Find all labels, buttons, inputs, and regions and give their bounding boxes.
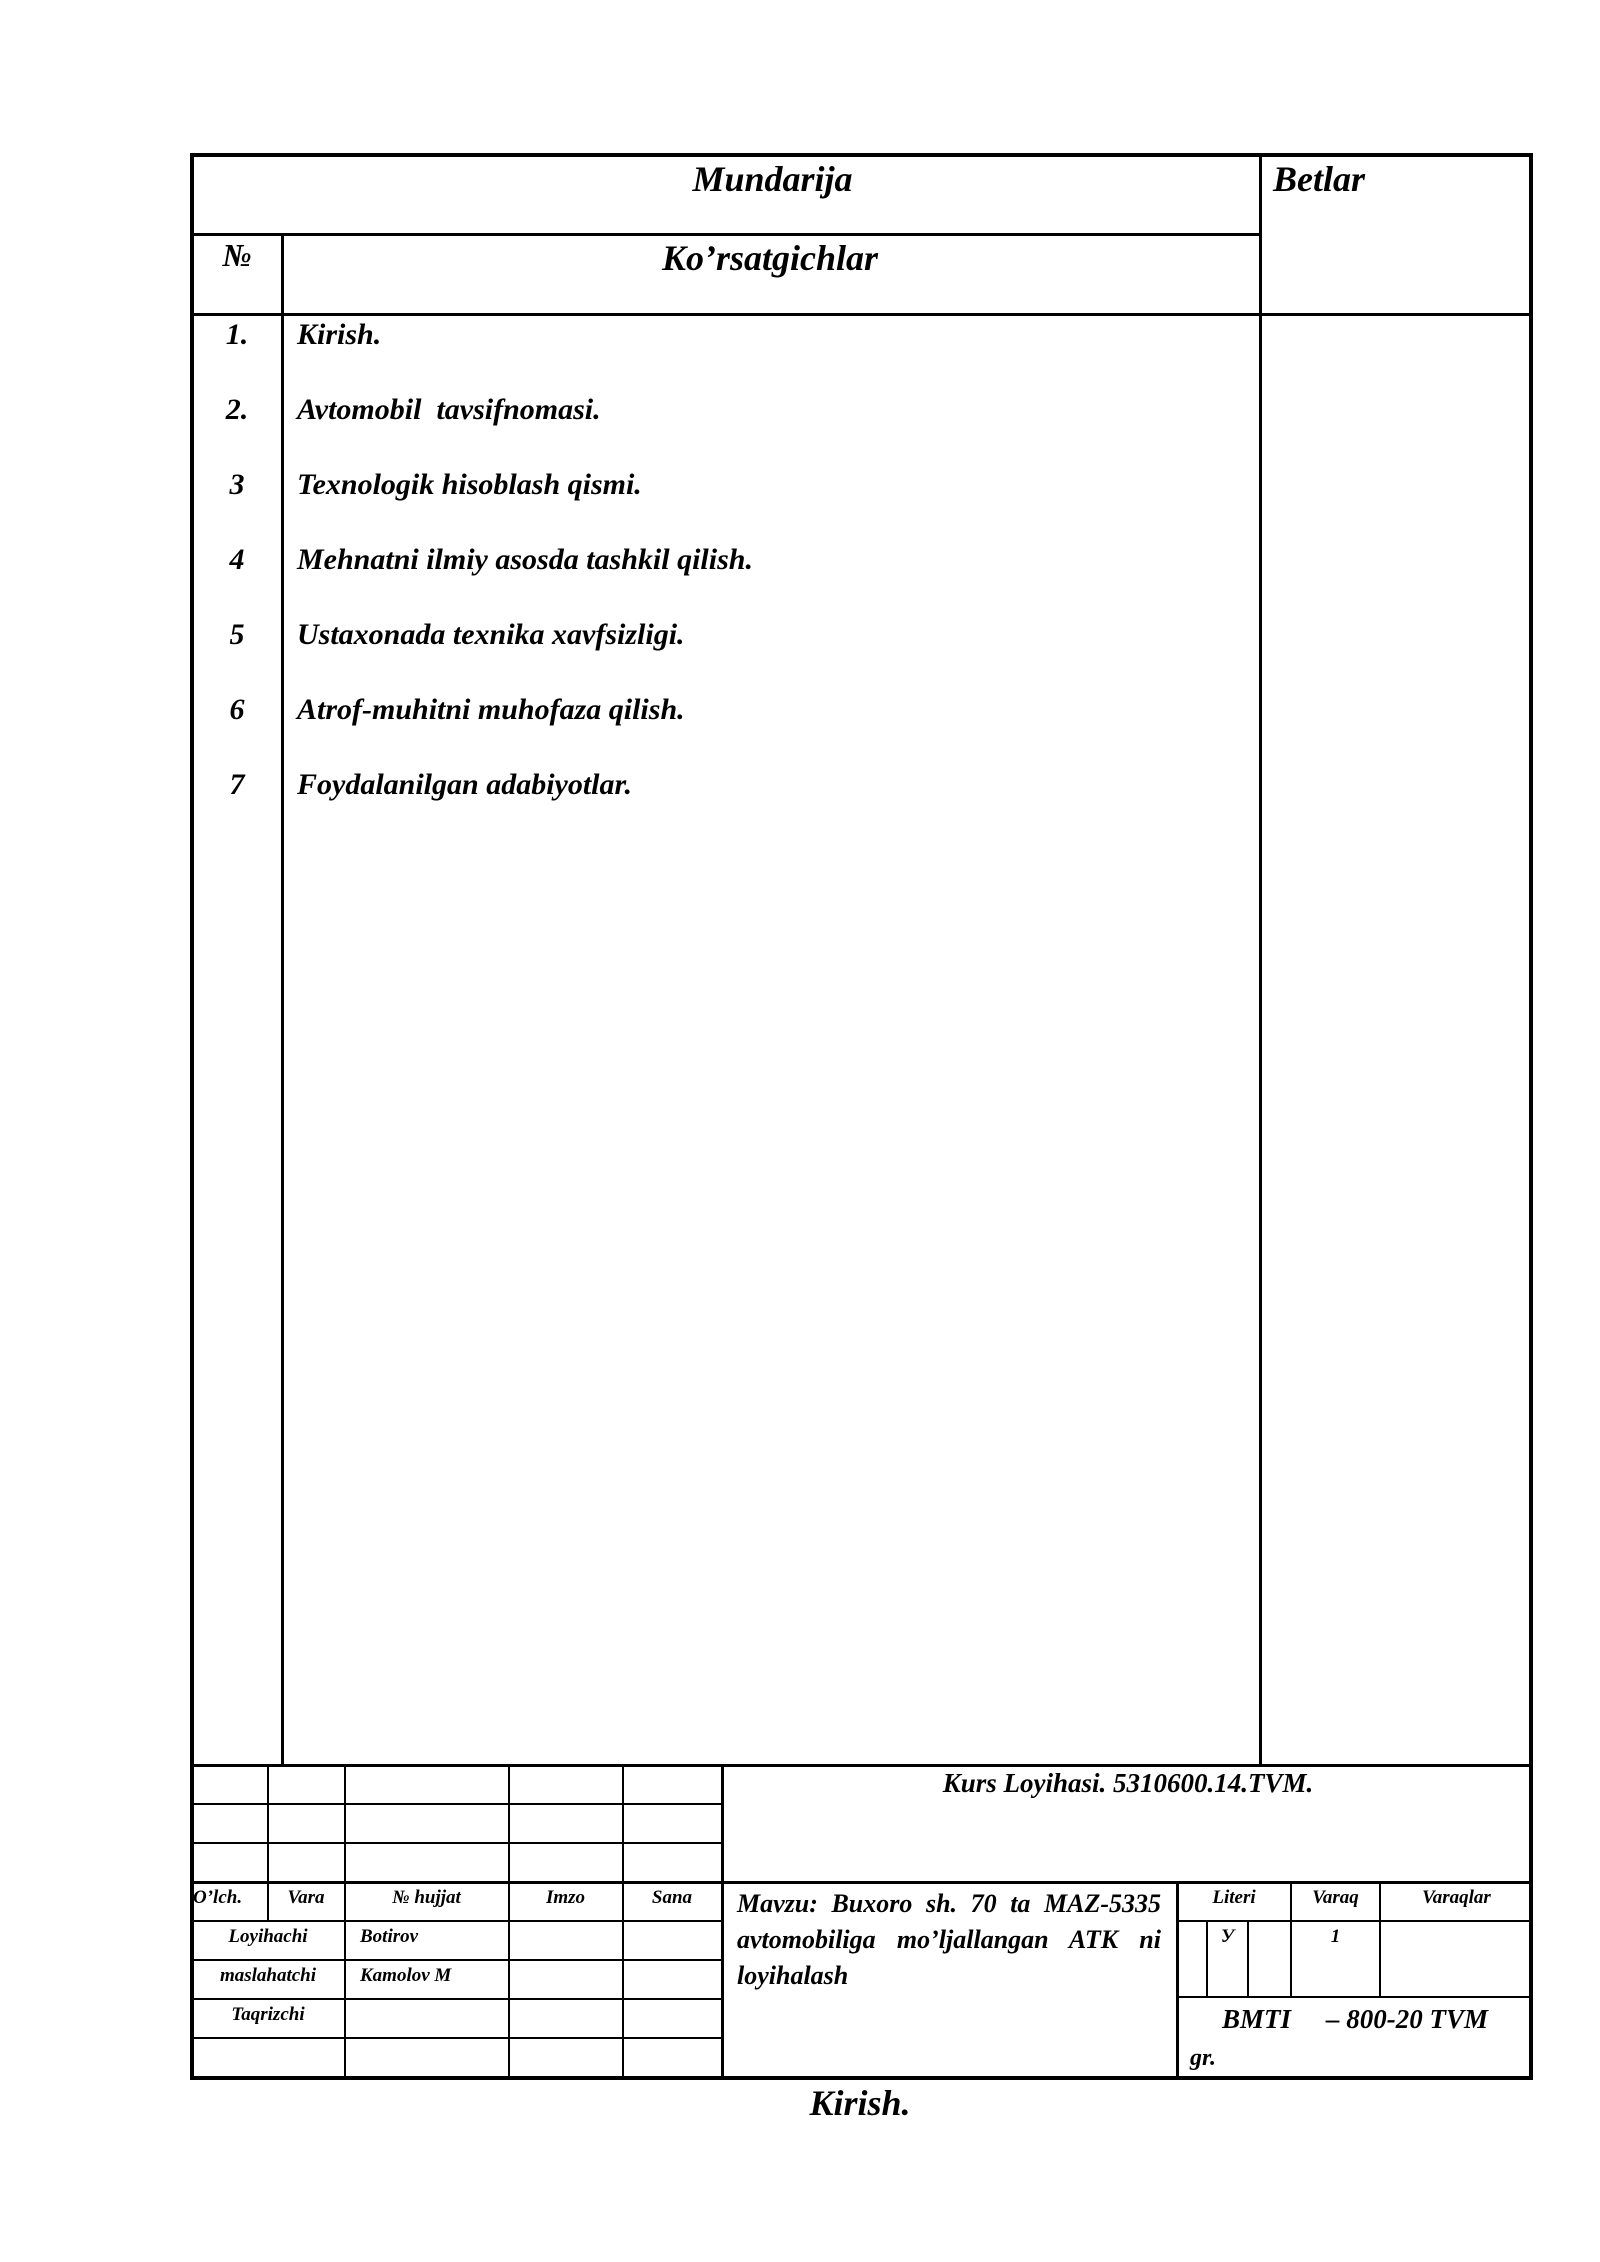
toc-item-6: Atrof-muhitni muhofaza qilish.	[297, 693, 685, 726]
col-olch: O’lch.	[193, 1887, 243, 1908]
header-line-2	[192, 313, 1532, 316]
toc-item-1: Kirish.	[297, 318, 382, 351]
literi-label: Literi	[1212, 1887, 1256, 1908]
consultant-name: Kamolov M	[360, 1965, 452, 1986]
institute-code: BMTI	[1222, 2004, 1292, 2034]
role-consultant: maslahatchi	[219, 1965, 317, 1986]
tb-vline-right	[1176, 1883, 1179, 2078]
toc-item-2: Avtomobil tavsifnomasi.	[297, 393, 601, 426]
betlar-divider	[1259, 155, 1262, 1765]
col-vara: Vara	[287, 1887, 325, 1908]
role-reviewer: Taqrizchi	[231, 2004, 305, 2025]
tb-hline-values	[1178, 1996, 1532, 1998]
toc-num-3: 3	[229, 468, 245, 501]
pages-header: Betlar	[1273, 159, 1366, 199]
tb-vline-main	[721, 1766, 724, 2078]
tb-literi-sub-2	[1247, 1922, 1249, 1996]
group-suffix: gr.	[1190, 2045, 1217, 2071]
toc-num-7: 7	[229, 768, 245, 801]
title-block-top-line	[192, 1764, 1532, 1767]
project-topic: Mavzu: Buxoro sh. 70 ta MAZ-5335 avtomobiliga mo’ljallangan ATK ni loyihalash	[737, 1889, 1161, 1990]
tb-hline-6	[192, 1998, 722, 2000]
tb-hline-3	[192, 1881, 1532, 1884]
col-sana: Sana	[651, 1887, 693, 1908]
literi-value: У	[1220, 1926, 1235, 1947]
tb-vline-b	[344, 1766, 346, 2078]
contents-title: Mundarija	[692, 159, 853, 199]
tb-hline-4	[192, 1920, 722, 1922]
section-heading: Kirish.	[809, 2083, 911, 2123]
tb-hline-1	[192, 1803, 722, 1805]
number-column-divider	[281, 235, 284, 1765]
col-hujjat: № hujjat	[392, 1887, 461, 1908]
tb-hline-labels	[1178, 1920, 1532, 1922]
toc-item-3: Texnologik hisoblash qismi.	[297, 468, 642, 501]
toc-num-1: 1.	[225, 318, 249, 351]
project-code: Kurs Loyihasi. 5310600.14.TVM.	[942, 1768, 1314, 1798]
col-imzo: Imzo	[545, 1887, 586, 1908]
tb-hline-7	[192, 2037, 722, 2039]
varaq-label: Varaq	[1312, 1887, 1359, 1908]
toc-item-5: Ustaxonada texnika xavfsizligi.	[297, 618, 685, 651]
toc-num-6: 6	[229, 693, 245, 726]
tb-hline-5	[192, 1959, 722, 1961]
toc-num-5: 5	[229, 618, 245, 651]
header-line-1	[192, 233, 1260, 236]
toc-item-7: Foydalanilgan adabiyotlar.	[297, 768, 633, 801]
tb-vline-c	[508, 1766, 510, 2078]
items-header: Ko’rsatgichlar	[661, 238, 879, 278]
toc-num-2: 2.	[225, 393, 249, 426]
varaqlar-label: Varaqlar	[1422, 1887, 1491, 1908]
designer-name: Botirov	[360, 1926, 419, 1947]
toc-item-4: Mehnatni ilmiy asosda tashkil qilish.	[297, 543, 753, 576]
number-header: №	[222, 237, 252, 273]
group-code: – 800-20 TVM	[1326, 2004, 1488, 2034]
toc-num-4: 4	[229, 543, 245, 576]
tb-hline-2	[192, 1842, 722, 1844]
varaq-value: 1	[1330, 1926, 1341, 1947]
role-designer: Loyihachi	[228, 1926, 308, 1947]
tb-vline-d	[622, 1766, 624, 2078]
